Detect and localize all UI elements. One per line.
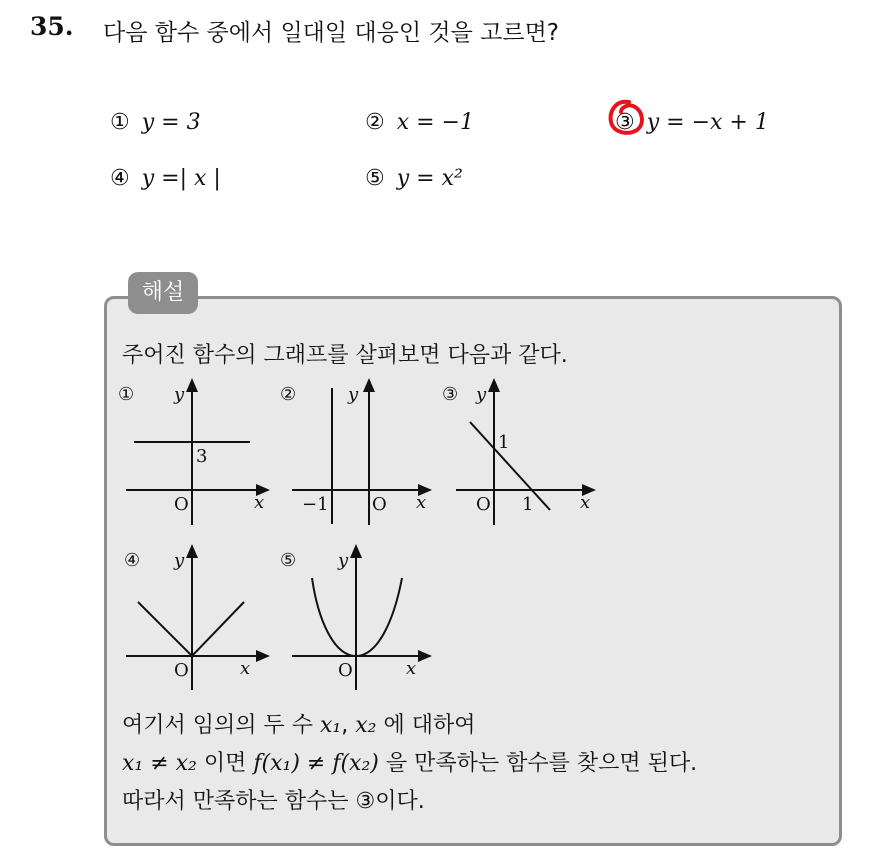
option-marker: ④ xyxy=(110,166,130,191)
condition-right: f(x₁) ≠ f(x₂) xyxy=(253,751,379,776)
option-expression: x = −1 xyxy=(396,110,474,135)
graph-2-origin: O xyxy=(372,494,387,515)
graph-2-y-label: y xyxy=(348,384,359,405)
line-1-text-a: 여기서 임의의 두 수 xyxy=(122,713,320,738)
graph-4-x-label: x xyxy=(240,658,251,679)
option-marker: ① xyxy=(110,110,130,135)
solution-intro: 주어진 함수의 그래프를 살펴보면 다음과 같다. xyxy=(122,343,568,368)
condition-left: x₁ ≠ x₂ xyxy=(122,751,197,776)
var-x1: x₁ xyxy=(320,713,342,738)
option-expression: y = −x + 1 xyxy=(646,110,769,135)
solution-line-2 xyxy=(122,746,697,777)
option-marker: ③ xyxy=(615,110,635,135)
graph-3-y-intercept: 1 xyxy=(498,432,510,453)
graph-5-marker: ⑤ xyxy=(280,550,297,571)
graph-1-x-label: x xyxy=(254,492,265,513)
graph-4-y-label: y xyxy=(174,550,185,571)
graph-4-origin: O xyxy=(174,660,189,681)
answer-circle-mark xyxy=(607,98,647,138)
option-2[interactable] xyxy=(365,110,474,135)
option-4[interactable] xyxy=(110,166,221,191)
solution-line-1 xyxy=(122,708,475,739)
option-5[interactable] xyxy=(365,166,463,191)
line-1-text-b: 에 대하여 xyxy=(376,713,476,738)
line-1-separator: , xyxy=(341,713,356,738)
solution-tag: 해설 xyxy=(128,272,198,314)
graph-3-x-label: x xyxy=(580,492,591,513)
option-marker: ⑤ xyxy=(365,166,385,191)
solution-line-3: 따라서 만족하는 함수는 ③이다. xyxy=(122,789,425,814)
graph-1-marker: ① xyxy=(118,384,135,405)
question-number: 35. xyxy=(30,12,74,41)
option-expression: y =| x | xyxy=(141,166,221,191)
question-text: 다음 함수 중에서 일대일 대응인 것을 고르면? xyxy=(103,20,559,46)
graph-1-value-label: 3 xyxy=(196,446,208,467)
graph-2-marker: ② xyxy=(280,384,297,405)
graph-3-x-intercept: 1 xyxy=(522,494,534,515)
option-expression: y = x² xyxy=(396,166,463,191)
graph-3-y-label: y xyxy=(476,384,487,405)
option-expression: y = 3 xyxy=(141,110,201,135)
option-1[interactable] xyxy=(110,110,201,135)
line-2-text-b: 이면 xyxy=(196,751,254,776)
graph-1-y-label: y xyxy=(174,384,185,405)
line-2-text-d: 을 만족하는 함수를 찾으면 된다. xyxy=(378,751,698,776)
graph-2-x-label: x xyxy=(416,492,427,513)
graph-5-x-label: x xyxy=(406,658,417,679)
graph-4-marker: ④ xyxy=(124,550,141,571)
graph-2-value-label: −1 xyxy=(302,494,329,515)
graph-5-y-label: y xyxy=(338,550,349,571)
graph-1-origin: O xyxy=(174,494,189,515)
var-x2: x₂ xyxy=(355,713,377,738)
solution-graphs xyxy=(104,370,624,690)
graph-5-origin: O xyxy=(338,660,353,681)
graph-3-origin: O xyxy=(476,494,491,515)
graph-3-marker: ③ xyxy=(442,384,459,405)
option-marker: ② xyxy=(365,110,385,135)
